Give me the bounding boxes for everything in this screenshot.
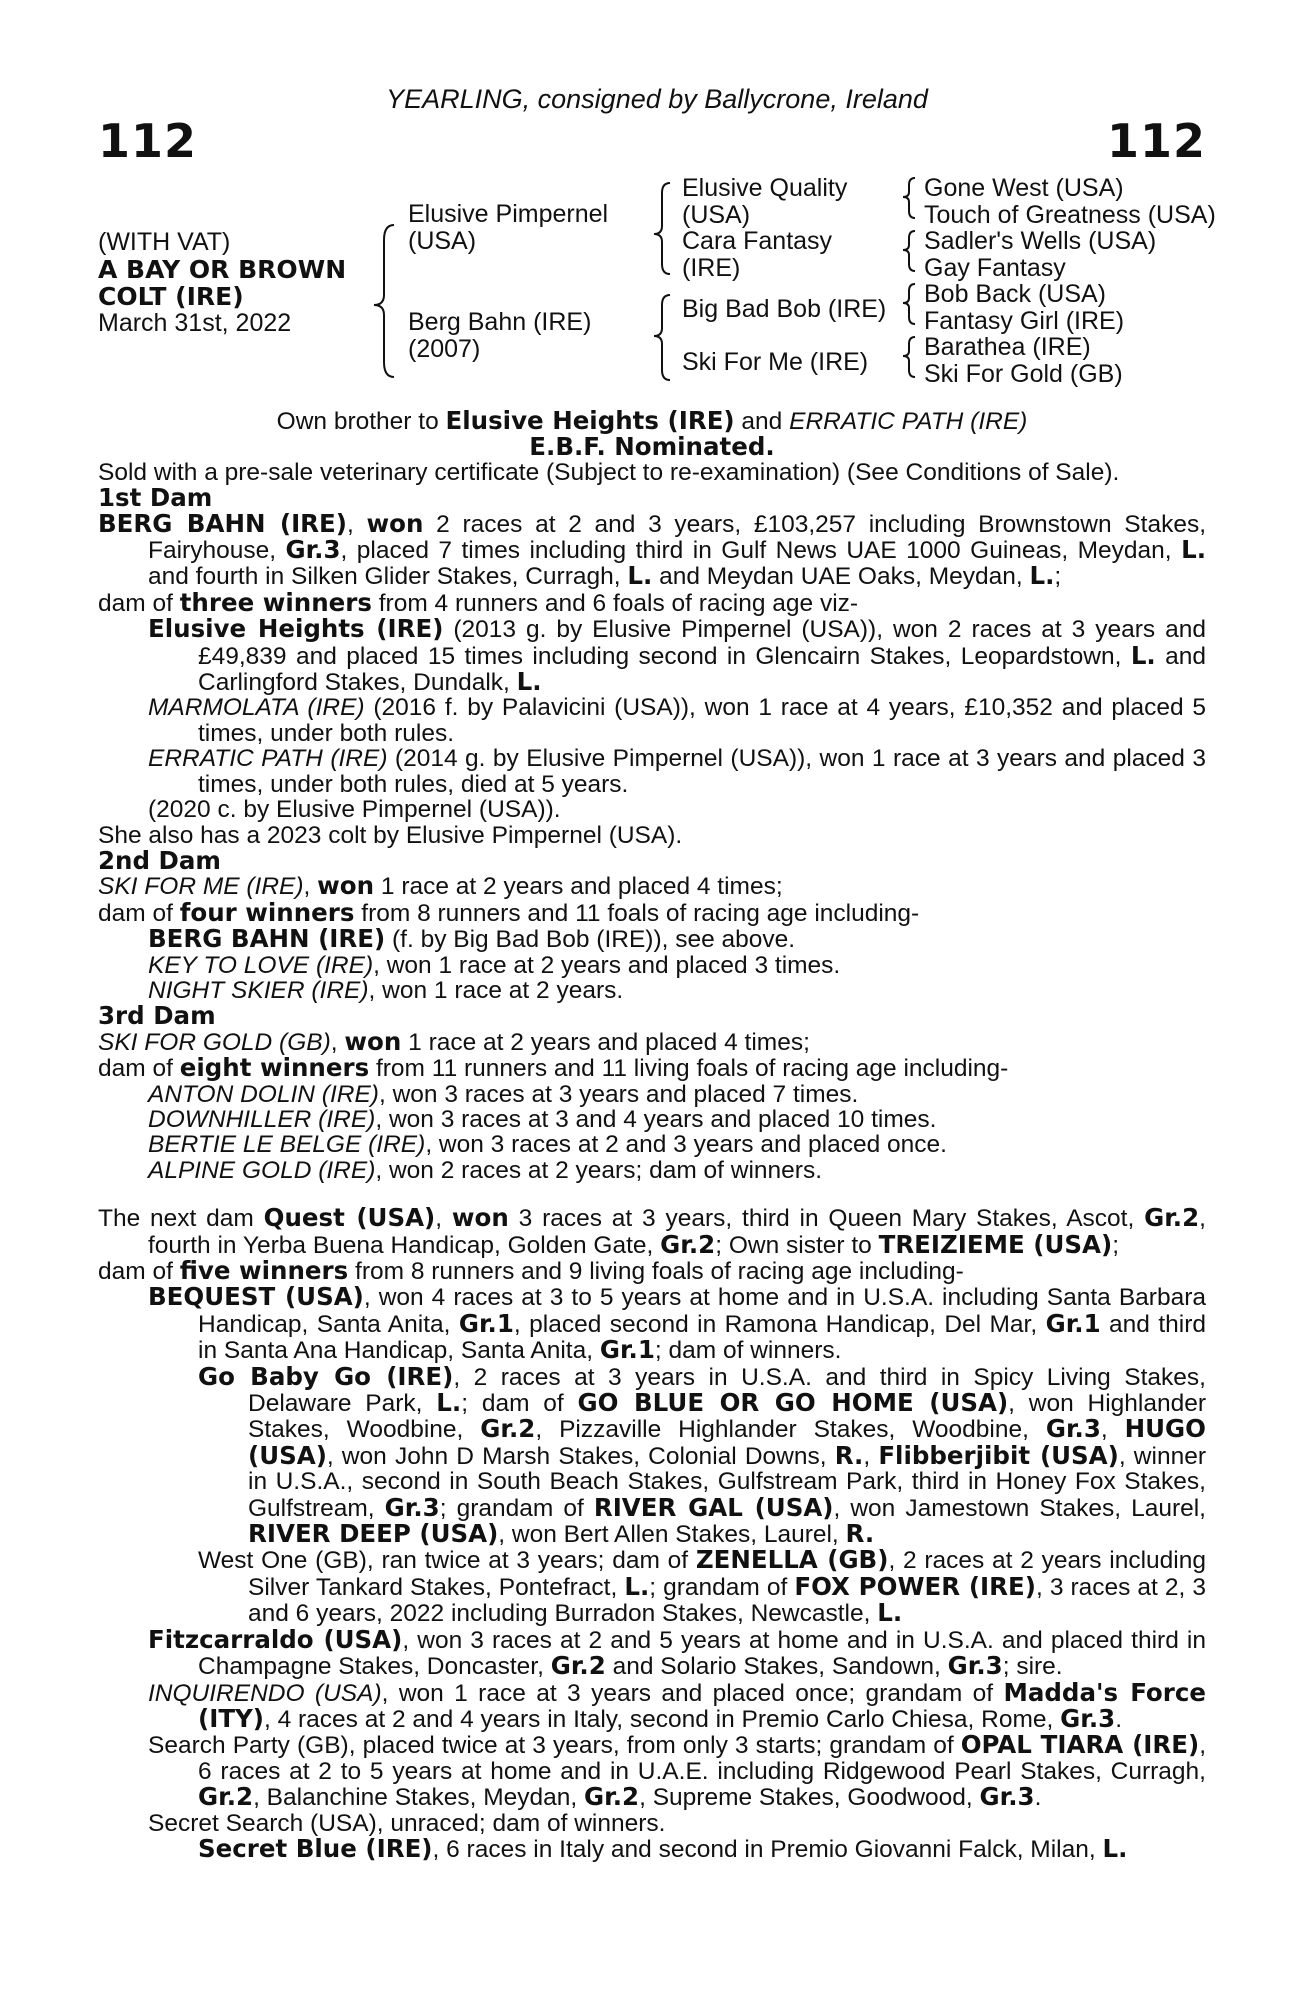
ancestor-2: Touch of Greatness (USA): [924, 201, 1216, 229]
ancestor-8: Ski For Gold (GB): [924, 360, 1123, 388]
consignment-subtitle: YEARLING, consigned by Ballycrone, Ireland: [386, 84, 928, 114]
horse-name-line2: COLT (IRE): [98, 282, 244, 311]
ancestor-7: Barathea (IRE): [924, 333, 1091, 361]
produce-marmolata: MARMOLATA (IRE) (2016 f. by Palavicini (USA)), won 1 race at 4 years, £10,352 and placed 5 times, under both rules.: [148, 694, 1207, 747]
produce-go-baby-go: Go Baby Go (IRE), 2 races at 3 years in U.S.A. and third in Spicy Living Stakes, Delaware Park, L.; dam of GO BLUE OR GO HOME (USA), won Highlander Stakes, Woodbine, Gr.2, Pizzaville Highlander Stakes, Woodbine, Gr.3, HUGO (USA), won John D Marsh Stakes, Colonial Downs, R., Flibberjibit (USA), winner in U.S.A., second in South Beach Stakes, Gulfstream Park, third in Honey Fox Stakes, Gulfstream, Gr.3; grandam of RIVER GAL (USA), won Jamestown Stakes, Laurel, RIVER DEEP (USA), won Bert Allen Stakes, Laurel, R.: [198, 1361, 1207, 1549]
produce-west-one: West One (GB), ran twice at 3 years; dam of ZENELLA (GB), 2 races at 2 years including Silver Tankard Stakes, Pontefract, L.; grandam of FOX POWER (IRE), 3 races at 2, 3 and 6 years, 2022 including Burradon Stakes, Newcastle, L.: [198, 1545, 1207, 1628]
third-dam-produce-1: ANTON DOLIN (IRE), won 3 races at 3 years and placed 7 times.: [148, 1080, 859, 1108]
sire-dam-country: (IRE): [682, 254, 741, 282]
ebf-note: E.B.F. Nominated.: [529, 432, 775, 462]
dam-year: (2007): [408, 335, 481, 363]
dam: [408, 309, 591, 363]
lot-number-left: 112: [98, 114, 198, 168]
produce-elusive-heights: Elusive Heights (IRE) (2013 g. by Elusive Pimpernel (USA)), won 2 races at 3 years and £49,839 and placed 15 times including second in Glencairn Stakes, Leopardstown, L. and Carlingford Stakes, Dundalk, L.: [148, 614, 1207, 697]
second-dam-produce-1: BERG BAHN (IRE) (f. by Big Bad Bob (IRE)), see above.: [148, 924, 796, 954]
catalogue-body: [98, 408, 1206, 1862]
second-dam-produce-summary: dam of four winners from 8 runners and 11 foals of racing age including-: [98, 897, 920, 927]
sire: [408, 201, 608, 255]
third-dam-heading: 3rd Dam: [98, 1001, 216, 1031]
third-dam-produce-summary: dam of eight winners from 11 runners and 11 living foals of racing age including-: [98, 1053, 1009, 1083]
second-dam-heading: 2nd Dam: [98, 845, 221, 875]
own-brother-note: Own brother to Elusive Heights (IRE) and ERRATIC PATH (IRE): [276, 406, 1028, 435]
horse-name-line1: A BAY OR BROWN: [98, 255, 347, 284]
vet-note: Sold with a pre-sale veterinary certificate (Subject to re-examination) (See Conditions of Sale).: [98, 458, 1120, 486]
dam-name: Berg Bahn (IRE): [408, 308, 592, 336]
first-dam-produce-summary: dam of three winners from 4 runners and 6 foals of racing age viz-: [98, 587, 859, 617]
produce-search-party: Search Party (GB), placed twice at 3 years, from only 3 starts; grandam of OPAL TIARA (IRE), 6 races at 2 to 5 years at home and in U.A.E. including Ridgewood Pearl Stakes, Curragh, Gr.2, Balanchine Stakes, Meydan, Gr.2, Supreme Stakes, Goodwood, Gr.3.: [148, 1730, 1206, 1812]
ancestor-5: Bob Back (USA): [924, 280, 1107, 308]
third-dam-produce-3: BERTIE LE BELGE (IRE), won 3 races at 2 and 3 years and placed once.: [148, 1131, 947, 1159]
produce-inquirendo: INQUIRENDO (USA), won 1 race at 3 years and placed once; grandam of Madda's Force (ITY), 4 races at 2 and 4 years in Italy, second in Premio Carlo Chiesa, Rome, Gr.3.: [148, 1677, 1206, 1733]
sire-sire-country: (USA): [682, 201, 751, 229]
produce-erratic-path: ERRATIC PATH (IRE) (2014 g. by Elusive Pimpernel (USA)), won 1 race at 3 years and placed 3 times, under both rules, died at 5 years.: [148, 745, 1206, 798]
foaling-date: March 31st, 2022: [98, 309, 292, 337]
second-dam-record: SKI FOR ME (IRE), won 1 race at 2 years and placed 4 times;: [98, 871, 783, 901]
dam-dam: Ski For Me (IRE): [682, 348, 869, 376]
sire-sire: [682, 175, 847, 229]
ancestor-4: Gay Fantasy: [924, 254, 1066, 282]
produce-bequest: BEQUEST (USA), won 4 races at 3 to 5 years at home and in U.S.A. including Santa Barbara Handicap, Santa Anita, Gr.1, placed second in Ramona Handicap, Del Mar, Gr.1 and third in Santa Ana Handicap, Santa Anita, Gr.1; dam of winners.: [148, 1282, 1206, 1365]
dam-sire: Big Bad Bob (IRE): [682, 295, 887, 323]
first-dam-heading: 1st Dam: [98, 483, 213, 513]
second-dam-produce-2: KEY TO LOVE (IRE), won 1 race at 2 years and placed 3 times.: [148, 951, 841, 979]
third-dam-produce-4: ALPINE GOLD (IRE), won 2 races at 2 years; dam of winners.: [148, 1156, 823, 1184]
produce-2023-colt: She also has a 2023 colt by Elusive Pimpernel (USA).: [98, 821, 683, 849]
sire-dam-name: Cara Fantasy: [682, 227, 833, 255]
vat-note: (WITH VAT): [98, 228, 231, 256]
lot-number-right: 112: [1106, 114, 1206, 168]
ancestor-1: Gone West (USA): [924, 174, 1124, 202]
produce-fitzcarraldo: Fitzcarraldo (USA), won 3 races at 2 and 5 years at home and in U.S.A. and placed third in Champagne Stakes, Doncaster, Gr.2 and Solario Stakes, Sandown, Gr.3; sire.: [148, 1624, 1206, 1681]
third-dam-record: SKI FOR GOLD (GB), won 1 race at 2 years and placed 4 times;: [98, 1026, 810, 1056]
sire-name: Elusive Pimpernel: [408, 200, 609, 228]
second-dam-produce-3: NIGHT SKIER (IRE), won 1 race at 2 years.: [148, 976, 624, 1004]
ancestor-3: Sadler's Wells (USA): [924, 227, 1157, 255]
third-dam-produce-2: DOWNHILLER (IRE), won 3 races at 3 and 4 years and placed 10 times.: [148, 1105, 937, 1133]
next-dam-record: The next dam Quest (USA), won 3 races at 3 years, third in Queen Mary Stakes, Ascot, Gr.2, fourth in Yerba Buena Handicap, Golden Gate, Gr.2; Own sister to TREIZIEME (USA);: [98, 1203, 1206, 1259]
produce-2020-colt: (2020 c. by Elusive Pimpernel (USA)).: [148, 796, 561, 824]
sire-country: (USA): [408, 227, 477, 255]
next-dam-produce-summary: dam of five winners from 8 runners and 9 living foals of racing age including-: [98, 1256, 964, 1285]
sire-sire-name: Elusive Quality: [682, 174, 848, 202]
first-dam-record: BERG BAHN (IRE), won 2 races at 2 and 3 years, £103,257 including Brownstown Stakes, Fairyhouse, Gr.3, placed 7 times including third in Gulf News UAE 1000 Guineas, Meydan, L. and fourth in Silken Glider Stakes, Curragh, L. and Meydan UAE Oaks, Meydan, L.;: [98, 508, 1206, 591]
ancestor-6: Fantasy Girl (IRE): [924, 307, 1125, 335]
produce-secret-blue: Secret Blue (IRE), 6 races in Italy and second in Premio Giovanni Falck, Milan, L.: [198, 1833, 1128, 1863]
produce-secret-search: Secret Search (USA), unraced; dam of winners.: [148, 1809, 666, 1837]
sire-dam: [682, 228, 832, 282]
